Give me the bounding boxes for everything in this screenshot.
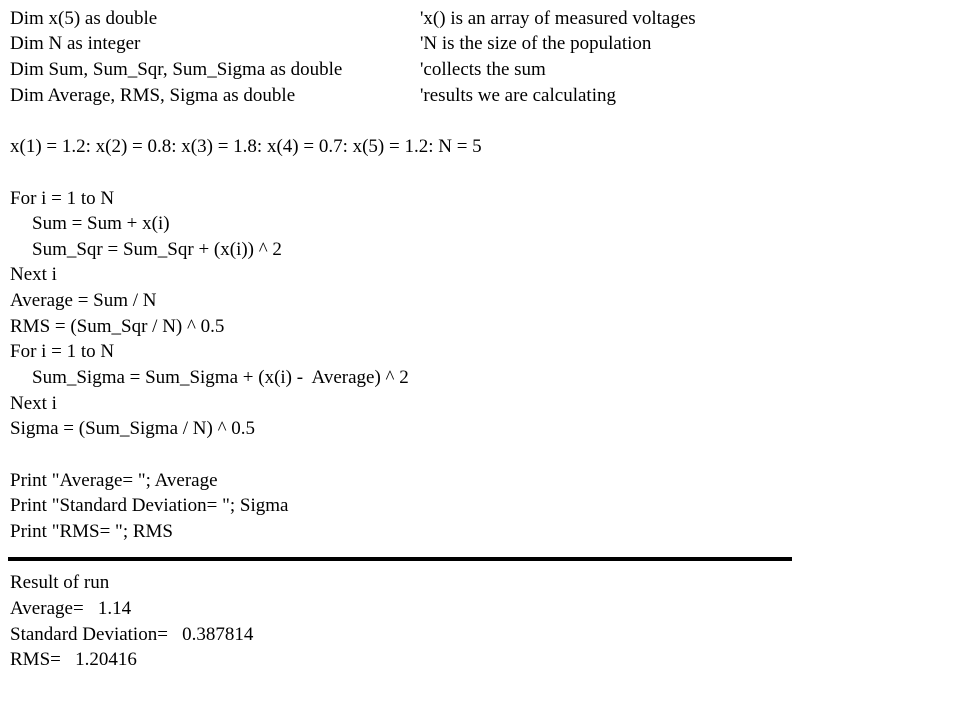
code-line-sum-sigma: Sum_Sigma = Sum_Sigma + (x(i) - Average) ^ 2 (32, 367, 409, 388)
comment-dim-n: 'N is the size of the population (420, 33, 652, 54)
code-line-sigma: Sigma = (Sum_Sigma / N) ^ 0.5 (10, 418, 255, 439)
code-line-print-average: Print "Average= "; Average (10, 470, 218, 491)
comment-dim-average: 'results we are calculating (420, 85, 616, 106)
code-line-print-sigma: Print "Standard Deviation= "; Sigma (10, 495, 289, 516)
result-std-dev: Standard Deviation= 0.387814 (10, 624, 254, 645)
code-line-dim-sum: Dim Sum, Sum_Sqr, Sum_Sigma as double (10, 59, 343, 80)
code-line-for-2: For i = 1 to N (10, 341, 115, 362)
code-line-next-2: Next i (10, 393, 57, 414)
separator-rule (8, 557, 792, 561)
comment-dim-sum: 'collects the sum (420, 59, 546, 80)
result-average: Average= 1.14 (10, 598, 132, 619)
code-line-average: Average = Sum / N (10, 290, 157, 311)
code-line-for-1: For i = 1 to N (10, 188, 115, 209)
code-line-dim-x: Dim x(5) as double (10, 8, 158, 29)
code-line-sum-sqr: Sum_Sqr = Sum_Sqr + (x(i)) ^ 2 (32, 239, 282, 260)
code-line-next-1: Next i (10, 264, 57, 285)
code-line-sum: Sum = Sum + x(i) (32, 213, 170, 234)
results-title: Result of run (10, 572, 110, 593)
code-line-dim-n: Dim N as integer (10, 33, 141, 54)
code-line-print-rms: Print "RMS= "; RMS (10, 521, 173, 542)
result-rms: RMS= 1.20416 (10, 649, 137, 670)
code-line-dim-average: Dim Average, RMS, Sigma as double (10, 85, 296, 106)
code-line-assignment: x(1) = 1.2: x(2) = 0.8: x(3) = 1.8: x(4) = 0.7: x(5) = 1.2: N = 5 (10, 136, 482, 157)
code-line-rms: RMS = (Sum_Sqr / N) ^ 0.5 (10, 316, 225, 337)
comment-dim-x: 'x() is an array of measured voltages (420, 8, 696, 29)
